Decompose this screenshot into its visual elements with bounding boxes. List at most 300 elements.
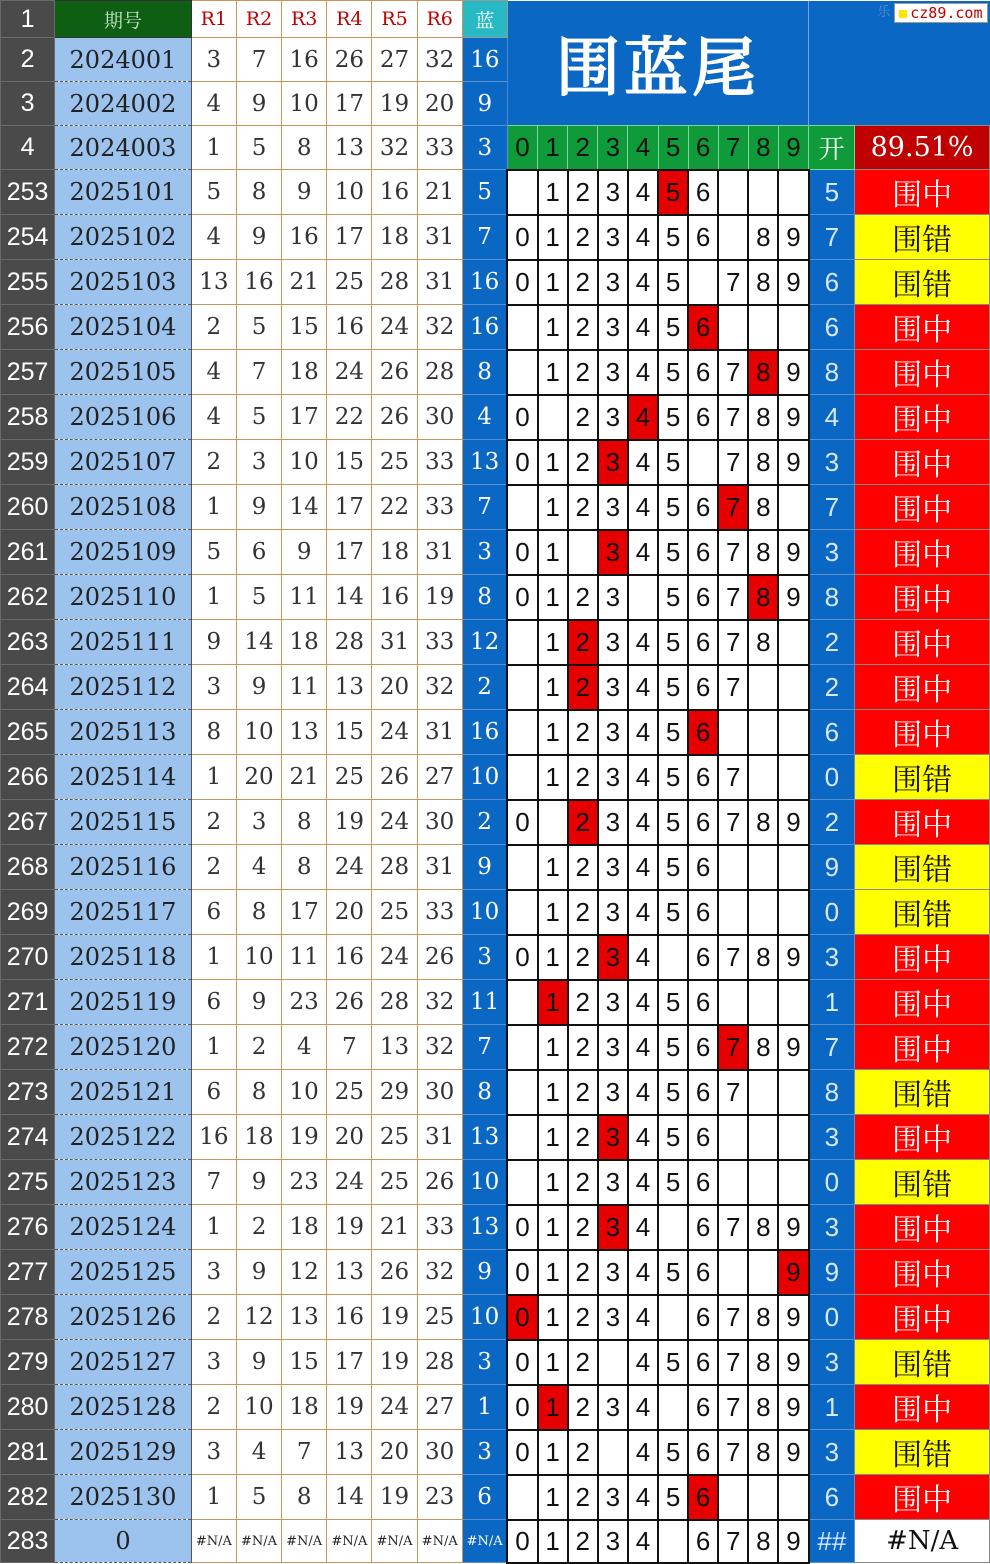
kai-cell[interactable]: 8	[809, 350, 855, 395]
digit-cell-1[interactable]: 1	[538, 1430, 568, 1475]
digit-cell-0[interactable]	[507, 1115, 537, 1160]
digit-cell-0[interactable]: 0	[507, 935, 537, 980]
digit-cell-0[interactable]	[507, 1070, 537, 1115]
digit-cell-5[interactable]: 5	[658, 710, 688, 755]
kai-cell[interactable]: 0	[809, 755, 855, 800]
r2-cell[interactable]: 16	[236, 260, 281, 305]
digit-cell-1[interactable]: 1	[538, 530, 568, 575]
r1-cell[interactable]: 2	[191, 1295, 236, 1340]
r6-cell[interactable]: 19	[417, 575, 462, 620]
r5-cell[interactable]: 19	[372, 1340, 417, 1385]
digit-cell-3[interactable]: 3	[598, 980, 628, 1025]
digit-cell-0[interactable]: 0	[507, 530, 537, 575]
r3-cell[interactable]: 13	[282, 1295, 327, 1340]
r3-cell[interactable]: 17	[282, 395, 327, 440]
digit-cell-3[interactable]: 3	[598, 1250, 628, 1295]
r1-cell[interactable]: 4	[191, 395, 236, 440]
digit-cell-3[interactable]: 3	[598, 845, 628, 890]
r2-cell[interactable]: 20	[236, 755, 281, 800]
r5-cell[interactable]: 20	[372, 1430, 417, 1475]
digit-cell-5[interactable]: 5	[658, 260, 688, 305]
r6-cell[interactable]: 27	[417, 1385, 462, 1430]
kai-cell[interactable]: 6	[809, 710, 855, 755]
digit-cell-1[interactable]: 1	[538, 215, 568, 260]
r5-cell[interactable]: 20	[372, 665, 417, 710]
digit-cell-7[interactable]	[718, 980, 748, 1025]
digit-cell-0[interactable]: 0	[507, 440, 537, 485]
digit-cell-5[interactable]: 5	[658, 395, 688, 440]
r5-cell[interactable]: 13	[372, 1025, 417, 1070]
digit-cell-5[interactable]	[658, 1205, 688, 1250]
digit-cell-7[interactable]: 7	[718, 395, 748, 440]
digit-cell-7[interactable]	[718, 1250, 748, 1295]
digit-cell-6[interactable]: 6	[688, 530, 718, 575]
r5-cell[interactable]: 26	[372, 1250, 417, 1295]
blue-cell[interactable]: 7	[462, 215, 507, 260]
digit-cell-7[interactable]: 7	[718, 530, 748, 575]
period-cell[interactable]: 2025107	[55, 440, 192, 485]
r4-cell[interactable]: 20	[327, 890, 372, 935]
blue-cell[interactable]: 13	[462, 440, 507, 485]
r3-cell[interactable]: 8	[282, 1475, 327, 1520]
kai-cell[interactable]: 7	[809, 215, 855, 260]
blue-cell[interactable]: 10	[462, 755, 507, 800]
digit-cell-7[interactable]: 7	[718, 1340, 748, 1385]
digit-cell-1[interactable]: 1	[538, 980, 568, 1025]
blue-cell[interactable]: 2	[462, 665, 507, 710]
r3-cell[interactable]: 8	[282, 800, 327, 845]
period-cell[interactable]: 2025130	[55, 1475, 192, 1520]
r1-header[interactable]: R1	[191, 1, 236, 38]
digit-cell-1[interactable]: 1	[538, 935, 568, 980]
digit-cell-5[interactable]	[658, 935, 688, 980]
digit-cell-2[interactable]: 2	[568, 1340, 598, 1385]
digit-cell-4[interactable]: 4	[628, 440, 658, 485]
digit-cell-2[interactable]: 2	[568, 665, 598, 710]
digit-cell-5[interactable]: 5	[658, 665, 688, 710]
digit-cell-3[interactable]: 3	[598, 395, 628, 440]
digit-cell-5[interactable]: 5	[658, 800, 688, 845]
digit-cell-8[interactable]	[748, 665, 778, 710]
digit-cell-9[interactable]	[778, 755, 808, 800]
blue-cell[interactable]: 9	[462, 1250, 507, 1295]
digit-cell-9[interactable]: 9	[778, 395, 808, 440]
r2-cell[interactable]: 3	[236, 440, 281, 485]
r5-cell[interactable]: 25	[372, 440, 417, 485]
period-cell[interactable]: 0	[55, 1520, 192, 1563]
digit-cell-5[interactable]: 5	[658, 620, 688, 665]
result-cell[interactable]: 围中	[855, 350, 990, 395]
digit-cell-6[interactable]: 6	[688, 485, 718, 530]
digit-cell-2[interactable]: 2	[568, 755, 598, 800]
r3-cell[interactable]: 18	[282, 350, 327, 395]
digit-cell-4[interactable]: 4	[628, 485, 658, 530]
digit-cell-2[interactable]: 2	[568, 260, 598, 305]
period-cell[interactable]: 2025127	[55, 1340, 192, 1385]
kai-cell[interactable]: 2	[809, 800, 855, 845]
digit-cell-0[interactable]	[507, 620, 537, 665]
r6-cell[interactable]: 26	[417, 1160, 462, 1205]
r1-cell[interactable]: 3	[191, 1430, 236, 1475]
digit-cell-9[interactable]	[778, 845, 808, 890]
r1-cell[interactable]: 2	[191, 800, 236, 845]
r1-cell[interactable]: 1	[191, 1475, 236, 1520]
row-number[interactable]: 267	[1, 800, 55, 845]
digit-cell-8[interactable]: 8	[748, 935, 778, 980]
result-cell[interactable]: 围中	[855, 485, 990, 530]
digit-cell-4[interactable]: 4	[628, 935, 658, 980]
row-number[interactable]: 269	[1, 890, 55, 935]
r4-cell[interactable]: 25	[327, 755, 372, 800]
digit-cell-1[interactable]	[538, 800, 568, 845]
digit-cell-0[interactable]	[507, 755, 537, 800]
blue-cell[interactable]: 10	[462, 1295, 507, 1340]
digit-cell-9[interactable]	[778, 620, 808, 665]
r6-cell[interactable]: 32	[417, 1250, 462, 1295]
r6-cell[interactable]: 31	[417, 260, 462, 305]
digit-cell-7[interactable]: 7	[718, 1295, 748, 1340]
r3-cell[interactable]: 13	[282, 710, 327, 755]
result-cell[interactable]: 围中	[855, 575, 990, 620]
kai-cell[interactable]: 7	[809, 485, 855, 530]
result-cell[interactable]: 围错	[855, 890, 990, 935]
digit-cell-1[interactable]: 1	[538, 1205, 568, 1250]
r1-cell[interactable]: 2	[191, 845, 236, 890]
digit-cell-4[interactable]: 4	[628, 1340, 658, 1385]
digit-cell-8[interactable]: 8	[748, 1025, 778, 1070]
r5-cell[interactable]: 21	[372, 1205, 417, 1250]
digit-cell-1[interactable]: 1	[538, 665, 568, 710]
digit-cell-1[interactable]: 1	[538, 575, 568, 620]
kai-cell[interactable]: ##	[809, 1520, 855, 1563]
digit-cell-9[interactable]: 9	[778, 350, 808, 395]
digit-cell-7[interactable]: 7	[718, 1520, 748, 1563]
digit-cell-0[interactable]: 0	[507, 260, 537, 305]
blue-cell[interactable]: 3	[462, 530, 507, 575]
digit-cell-3[interactable]: 3	[598, 530, 628, 575]
r5-cell[interactable]: 22	[372, 485, 417, 530]
digit-cell-4[interactable]: 4	[628, 1250, 658, 1295]
digit-cell-6[interactable]: 6	[688, 1430, 718, 1475]
kai-cell[interactable]: 3	[809, 1430, 855, 1475]
digit-cell-6[interactable]: 6	[688, 1520, 718, 1563]
result-cell[interactable]: 围错	[855, 1430, 990, 1475]
row-number[interactable]: 272	[1, 1025, 55, 1070]
digit-cell-4[interactable]: 4	[628, 710, 658, 755]
digit-cell-5[interactable]: 5	[658, 1475, 688, 1520]
row-number[interactable]: 263	[1, 620, 55, 665]
digit-cell-5[interactable]: 5	[658, 305, 688, 350]
kai-cell[interactable]: 0	[809, 890, 855, 935]
digit-cell-0[interactable]	[507, 305, 537, 350]
digit-cell-0[interactable]	[507, 485, 537, 530]
digit-cell-2[interactable]: 2	[568, 1160, 598, 1205]
digit-cell-1[interactable]: 1	[538, 1340, 568, 1385]
digit-cell-1[interactable]: 1	[538, 710, 568, 755]
r2-cell[interactable]: 3	[236, 800, 281, 845]
digit-header-8[interactable]: 8	[748, 126, 778, 170]
r4-cell[interactable]: 26	[327, 38, 372, 82]
digit-cell-6[interactable]: 6	[688, 170, 718, 215]
digit-cell-3[interactable]: 3	[598, 1115, 628, 1160]
digit-cell-9[interactable]: 9	[778, 260, 808, 305]
row-number[interactable]: 4	[1, 126, 55, 170]
digit-cell-4[interactable]: 4	[628, 260, 658, 305]
r6-cell[interactable]: 33	[417, 440, 462, 485]
r4-cell[interactable]: 19	[327, 800, 372, 845]
blue-cell[interactable]: 13	[462, 1205, 507, 1250]
digit-header-5[interactable]: 5	[658, 126, 688, 170]
digit-cell-9[interactable]: 9	[778, 1385, 808, 1430]
r3-cell[interactable]: 9	[282, 530, 327, 575]
digit-cell-0[interactable]: 0	[507, 215, 537, 260]
r4-cell[interactable]: 28	[327, 620, 372, 665]
blue-cell[interactable]: 3	[462, 935, 507, 980]
row-number[interactable]: 281	[1, 1430, 55, 1475]
watermark-cell[interactable]	[809, 1, 990, 126]
result-cell[interactable]: 围错	[855, 1340, 990, 1385]
row-number[interactable]: 282	[1, 1475, 55, 1520]
digit-cell-8[interactable]: 8	[748, 800, 778, 845]
r2-cell[interactable]: 10	[236, 1385, 281, 1430]
digit-cell-8[interactable]: 8	[748, 1340, 778, 1385]
digit-cell-6[interactable]: 6	[688, 755, 718, 800]
digit-cell-5[interactable]: 5	[658, 170, 688, 215]
digit-cell-4[interactable]: 4	[628, 1520, 658, 1563]
r4-cell[interactable]: #N/A	[327, 1520, 372, 1563]
digit-cell-8[interactable]: 8	[748, 440, 778, 485]
digit-cell-1[interactable]: 1	[538, 1025, 568, 1070]
digit-cell-9[interactable]	[778, 665, 808, 710]
r6-cell[interactable]: 30	[417, 1430, 462, 1475]
kai-cell[interactable]: 8	[809, 575, 855, 620]
r4-cell[interactable]: 17	[327, 215, 372, 260]
digit-cell-2[interactable]: 2	[568, 845, 598, 890]
r1-cell[interactable]: 16	[191, 1115, 236, 1160]
r6-cell[interactable]: 31	[417, 530, 462, 575]
row-number[interactable]: 255	[1, 260, 55, 305]
period-cell[interactable]: 2025101	[55, 170, 192, 215]
r1-cell[interactable]: 1	[191, 1025, 236, 1070]
digit-cell-8[interactable]: 8	[748, 1385, 778, 1430]
digit-cell-9[interactable]: 9	[778, 215, 808, 260]
row-number[interactable]: 261	[1, 530, 55, 575]
r3-cell[interactable]: 8	[282, 845, 327, 890]
digit-cell-6[interactable]: 6	[688, 350, 718, 395]
digit-cell-4[interactable]: 4	[628, 755, 658, 800]
digit-cell-0[interactable]: 0	[507, 1430, 537, 1475]
digit-header-2[interactable]: 2	[568, 126, 598, 170]
row-number[interactable]: 3	[1, 82, 55, 126]
digit-cell-7[interactable]: 7	[718, 1025, 748, 1070]
digit-cell-3[interactable]: 3	[598, 1385, 628, 1430]
digit-cell-9[interactable]: 9	[778, 575, 808, 620]
r6-cell[interactable]: 33	[417, 620, 462, 665]
result-cell[interactable]: 围中	[855, 710, 990, 755]
r4-cell[interactable]: 24	[327, 1160, 372, 1205]
digit-cell-0[interactable]: 0	[507, 1520, 537, 1563]
row-number[interactable]: 274	[1, 1115, 55, 1160]
blue-cell[interactable]: 10	[462, 890, 507, 935]
r6-cell[interactable]: 31	[417, 710, 462, 755]
row-number[interactable]: 264	[1, 665, 55, 710]
digit-cell-0[interactable]	[507, 890, 537, 935]
r2-cell[interactable]: 9	[236, 980, 281, 1025]
digit-cell-9[interactable]: 9	[778, 1430, 808, 1475]
digit-cell-1[interactable]: 1	[538, 485, 568, 530]
result-cell[interactable]: 围中	[855, 395, 990, 440]
r1-cell[interactable]: 1	[191, 755, 236, 800]
r3-cell[interactable]: 23	[282, 1160, 327, 1205]
digit-cell-7[interactable]: 7	[718, 440, 748, 485]
digit-cell-1[interactable]: 1	[538, 440, 568, 485]
digit-cell-0[interactable]	[507, 845, 537, 890]
digit-cell-5[interactable]: 5	[658, 1115, 688, 1160]
blue-cell[interactable]: 4	[462, 395, 507, 440]
digit-cell-6[interactable]: 6	[688, 800, 718, 845]
row-number[interactable]: 280	[1, 1385, 55, 1430]
digit-cell-5[interactable]: 5	[658, 755, 688, 800]
r3-cell[interactable]: 10	[282, 82, 327, 126]
digit-cell-9[interactable]	[778, 890, 808, 935]
kai-header[interactable]: 开	[809, 126, 855, 170]
digit-cell-9[interactable]	[778, 1070, 808, 1115]
row-number[interactable]: 1	[1, 1, 55, 38]
digit-cell-3[interactable]: 3	[598, 485, 628, 530]
period-cell[interactable]: 2025111	[55, 620, 192, 665]
digit-cell-8[interactable]	[748, 305, 778, 350]
r5-cell[interactable]: 24	[372, 710, 417, 755]
r3-cell[interactable]: 11	[282, 935, 327, 980]
digit-cell-9[interactable]	[778, 170, 808, 215]
digit-cell-1[interactable]: 1	[538, 1070, 568, 1115]
r5-cell[interactable]: 16	[372, 575, 417, 620]
digit-cell-8[interactable]	[748, 980, 778, 1025]
row-number[interactable]: 277	[1, 1250, 55, 1295]
digit-cell-2[interactable]: 2	[568, 1205, 598, 1250]
r2-cell[interactable]: 8	[236, 890, 281, 935]
row-number[interactable]: 268	[1, 845, 55, 890]
digit-cell-9[interactable]: 9	[778, 1205, 808, 1250]
r5-cell[interactable]: 28	[372, 980, 417, 1025]
r4-cell[interactable]: 17	[327, 530, 372, 575]
r3-cell[interactable]: 9	[282, 170, 327, 215]
r4-cell[interactable]: 10	[327, 170, 372, 215]
r3-cell[interactable]: 12	[282, 1250, 327, 1295]
r1-cell[interactable]: 3	[191, 665, 236, 710]
digit-cell-3[interactable]: 3	[598, 305, 628, 350]
r1-cell[interactable]: 3	[191, 38, 236, 82]
digit-cell-9[interactable]	[778, 1115, 808, 1160]
row-number[interactable]: 278	[1, 1295, 55, 1340]
period-cell[interactable]: 2025120	[55, 1025, 192, 1070]
digit-cell-9[interactable]: 9	[778, 800, 808, 845]
result-cell[interactable]: 围错	[855, 215, 990, 260]
digit-cell-2[interactable]: 2	[568, 1475, 598, 1520]
digit-cell-3[interactable]: 3	[598, 170, 628, 215]
r3-cell[interactable]: 7	[282, 1430, 327, 1475]
blue-cell[interactable]: 16	[462, 710, 507, 755]
row-number[interactable]: 257	[1, 350, 55, 395]
digit-cell-5[interactable]: 5	[658, 1340, 688, 1385]
kai-cell[interactable]: 0	[809, 1160, 855, 1205]
digit-cell-6[interactable]: 6	[688, 575, 718, 620]
r6-cell[interactable]: 32	[417, 665, 462, 710]
r5-cell[interactable]: 26	[372, 350, 417, 395]
digit-cell-4[interactable]	[628, 575, 658, 620]
digit-cell-7[interactable]: 7	[718, 800, 748, 845]
digit-cell-5[interactable]: 5	[658, 1025, 688, 1070]
digit-cell-2[interactable]: 2	[568, 1115, 598, 1160]
digit-cell-3[interactable]: 3	[598, 440, 628, 485]
r2-cell[interactable]: 8	[236, 170, 281, 215]
digit-cell-5[interactable]: 5	[658, 1250, 688, 1295]
result-cell[interactable]: 围错	[855, 1160, 990, 1205]
r1-cell[interactable]: 1	[191, 485, 236, 530]
digit-cell-2[interactable]: 2	[568, 980, 598, 1025]
r2-cell[interactable]: 7	[236, 38, 281, 82]
r4-cell[interactable]: 7	[327, 1025, 372, 1070]
r2-cell[interactable]: 10	[236, 935, 281, 980]
r2-cell[interactable]: 9	[236, 215, 281, 260]
digit-cell-3[interactable]: 3	[598, 260, 628, 305]
r3-cell[interactable]: 17	[282, 890, 327, 935]
result-cell[interactable]: 围中	[855, 1295, 990, 1340]
r1-cell[interactable]: 2	[191, 1385, 236, 1430]
digit-cell-2[interactable]: 2	[568, 935, 598, 980]
digit-cell-4[interactable]: 4	[628, 530, 658, 575]
r3-cell[interactable]: 16	[282, 215, 327, 260]
digit-cell-5[interactable]	[658, 1385, 688, 1430]
kai-cell[interactable]: 4	[809, 395, 855, 440]
result-cell[interactable]: 围中	[855, 1115, 990, 1160]
r5-cell[interactable]: 25	[372, 1160, 417, 1205]
blue-cell[interactable]: 8	[462, 575, 507, 620]
blue-cell[interactable]: 10	[462, 1160, 507, 1205]
r2-cell[interactable]: 12	[236, 1295, 281, 1340]
digit-cell-2[interactable]: 2	[568, 800, 598, 845]
result-cell[interactable]: 围中	[855, 530, 990, 575]
digit-cell-3[interactable]: 3	[598, 1070, 628, 1115]
digit-header-0[interactable]: 0	[507, 126, 537, 170]
r1-cell[interactable]: 1	[191, 1205, 236, 1250]
r1-cell[interactable]: 8	[191, 710, 236, 755]
r6-cell[interactable]: 32	[417, 980, 462, 1025]
digit-cell-6[interactable]: 6	[688, 1025, 718, 1070]
blue-cell[interactable]: 8	[462, 1070, 507, 1115]
result-cell[interactable]: 围中	[855, 1250, 990, 1295]
r4-cell[interactable]: 14	[327, 575, 372, 620]
period-cell[interactable]: 2025123	[55, 1160, 192, 1205]
result-cell[interactable]: #N/A	[855, 1520, 990, 1563]
digit-cell-8[interactable]	[748, 710, 778, 755]
digit-cell-4[interactable]: 4	[628, 1475, 658, 1520]
digit-cell-0[interactable]	[507, 350, 537, 395]
row-number[interactable]: 270	[1, 935, 55, 980]
digit-cell-8[interactable]: 8	[748, 485, 778, 530]
digit-cell-8[interactable]	[748, 170, 778, 215]
r6-cell[interactable]: 23	[417, 1475, 462, 1520]
result-cell[interactable]: 围中	[855, 1475, 990, 1520]
kai-cell[interactable]: 3	[809, 1205, 855, 1250]
digit-cell-0[interactable]: 0	[507, 1340, 537, 1385]
period-cell[interactable]: 2025121	[55, 1070, 192, 1115]
kai-cell[interactable]: 3	[809, 935, 855, 980]
r6-cell[interactable]: #N/A	[417, 1520, 462, 1563]
digit-cell-1[interactable]: 1	[538, 1385, 568, 1430]
r6-cell[interactable]: 28	[417, 350, 462, 395]
digit-cell-9[interactable]: 9	[778, 530, 808, 575]
